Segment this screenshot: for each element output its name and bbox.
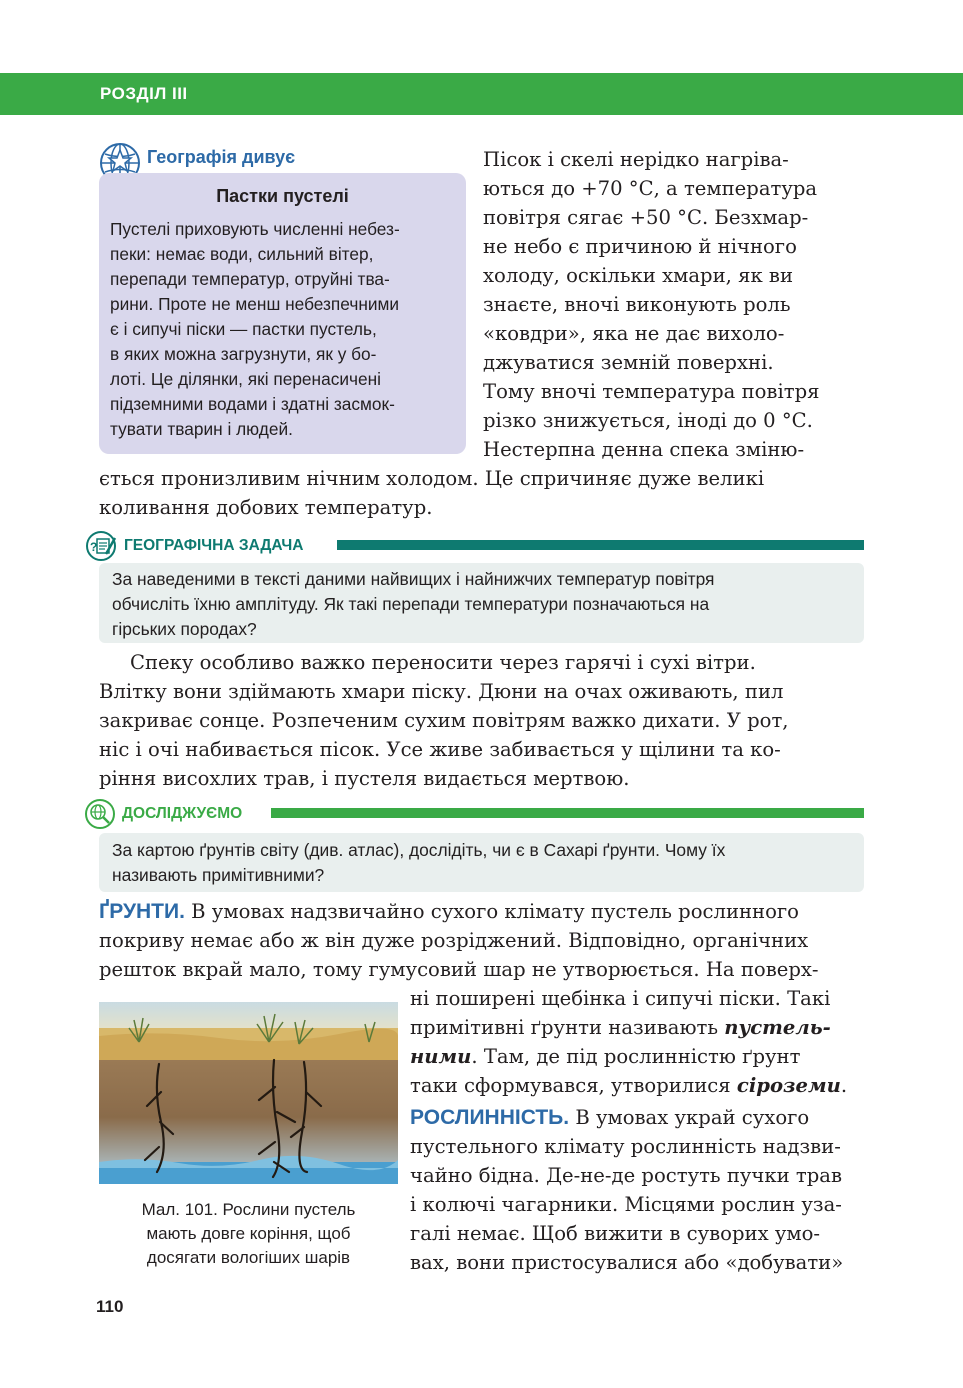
info-line: перепади температур, отруйні тва- xyxy=(110,269,390,289)
info-line: лоті. Це ділянки, які перенасичені xyxy=(110,369,381,389)
text-span: В умовах украй сухого xyxy=(569,1106,810,1129)
text-line: Нестерпна денна спека зміню- xyxy=(483,438,805,461)
desert-roots-illustration xyxy=(99,1002,398,1184)
text-line: пустельного клімату рослинність надзви- xyxy=(410,1135,841,1158)
text-line: Тому вночі температура повітря xyxy=(483,380,820,403)
text-line: вах, вони пристосувалися або «добувати» xyxy=(410,1251,844,1274)
research-icon xyxy=(82,798,118,830)
task-icon xyxy=(84,530,120,562)
research-title: ДОСЛІДЖУЄМО xyxy=(122,805,243,822)
text-line xyxy=(410,1074,847,1097)
research-line: За картою ґрунтів світу (див. атлас), дослідіть, чи є в Сахарі ґрунти. Чому їх xyxy=(112,840,726,860)
info-line: тувати тварин і людей. xyxy=(110,419,293,439)
text-line: галі немає. Щоб вижити в суворих умо- xyxy=(410,1222,821,1245)
text-line: джуватися земній поверхні. xyxy=(483,351,774,374)
term-span: сіроземи xyxy=(736,1074,841,1097)
text-line xyxy=(410,1045,800,1068)
did-you-know-title: Географія дивує xyxy=(147,147,296,167)
text-span: . xyxy=(840,1074,848,1097)
term-span: ними xyxy=(410,1045,472,1068)
text-line: коливання добових температур. xyxy=(99,496,433,519)
page-number: 110 xyxy=(96,1297,124,1316)
soils-first-line xyxy=(99,900,799,924)
text-line: ніс і очі набивається пісок. Усе живе забивається у щілини та ко- xyxy=(99,738,781,761)
text-line: ються до +70 °С, а температура xyxy=(483,177,818,200)
task-line: обчисліть їхню амплітуду. Як такі перепади температури позначаються на xyxy=(112,594,710,614)
info-line: є і сипучі піски — пастки пустель, xyxy=(110,319,377,339)
text-line: ється пронизливим нічним холодом. Це спричиняє дуже великі xyxy=(99,467,765,490)
info-box xyxy=(99,173,466,454)
term-span: пустель- xyxy=(724,1016,831,1039)
info-box-title: Пастки пустелі xyxy=(216,186,349,206)
task-band xyxy=(337,540,864,550)
task-box xyxy=(99,563,864,643)
section-label: РОЗДІЛ III xyxy=(100,84,188,103)
text-line: знаєте, вночі виконують роль xyxy=(483,293,791,316)
task-line: За наведеними в тексті даними найвищих і найнижчих температур повітря xyxy=(112,569,715,589)
soils-heading: ҐРУНТИ. xyxy=(99,900,185,923)
vegetation-heading: РОСЛИННІСТЬ. xyxy=(410,1106,570,1129)
text-line: різко знижується, іноді до 0 °С. xyxy=(483,409,813,432)
text-line: решток вкрай мало, тому гумусовий шар не утворюється. На поверх- xyxy=(99,958,819,981)
text-line: ні поширені щебінка і сипучі піски. Такі xyxy=(410,987,831,1010)
text-line: холоду, оскільки хмари, як ви xyxy=(483,264,794,287)
text-line: і колючі чагарники. Місцями рослин уза- xyxy=(410,1193,842,1216)
figure-caption: Мал. 101. Рослини пустель xyxy=(141,1200,356,1219)
text-line: Влітку вони здіймають хмари піску. Дюни на очах оживають, пил xyxy=(99,680,784,703)
research-band xyxy=(271,808,864,818)
info-line: Пустелі приховують численні небез- xyxy=(110,219,400,239)
text-line: не небо є причиною й нічного xyxy=(483,235,797,258)
research-line: називають примітивними? xyxy=(112,865,325,885)
research-box xyxy=(99,833,864,892)
text-line: ріння висохлих трав, і пустеля видається мертвою. xyxy=(99,767,630,790)
text-line xyxy=(410,1016,831,1039)
text-line: «ковдри», яка не дає вихоло- xyxy=(483,322,785,345)
task-title: ГЕОГРАФІЧНА ЗАДАЧА xyxy=(124,537,304,554)
text-span: таки сформувався, утворилися xyxy=(410,1074,737,1097)
text-line: чайно бідна. Де-не-де ростуть пучки трав xyxy=(410,1164,843,1187)
text-line: повітря сягає +50 °С. Безхмар- xyxy=(483,206,809,229)
vegetation-first-line xyxy=(410,1106,809,1130)
figure-caption: досягати вологіших шарів xyxy=(146,1248,351,1267)
text-line: закриває сонце. Розпеченим сухим повітрям важко дихати. У рот, xyxy=(99,709,789,732)
task-line: гірських породах? xyxy=(112,619,257,639)
info-line: підземними водами і здатні засмок- xyxy=(110,394,395,414)
text-line: Спеку особливо важко переносити через гарячі і сухі вітри. xyxy=(130,651,756,674)
text-span: В умовах надзвичайно сухого клімату пустель рослинного xyxy=(184,900,799,923)
info-line: пеки: немає води, сильний вітер, xyxy=(110,244,374,264)
text-line: покриву немає або ж він дуже розріджений. Відповідно, органічних xyxy=(99,929,809,952)
text-line: Пісок і скелі нерідко нагріва- xyxy=(483,148,789,171)
text-span: . Там, де під рослинністю ґрунт xyxy=(471,1045,801,1068)
svg-text:?: ? xyxy=(90,540,98,554)
text-span: примітивні ґрунти називають xyxy=(410,1016,725,1039)
figure-caption: мають довге коріння, щоб xyxy=(146,1224,351,1243)
info-line: рини. Проте не менш небезпечними xyxy=(110,294,400,314)
info-line: в яких можна загрузнути, як у бо- xyxy=(110,344,377,364)
